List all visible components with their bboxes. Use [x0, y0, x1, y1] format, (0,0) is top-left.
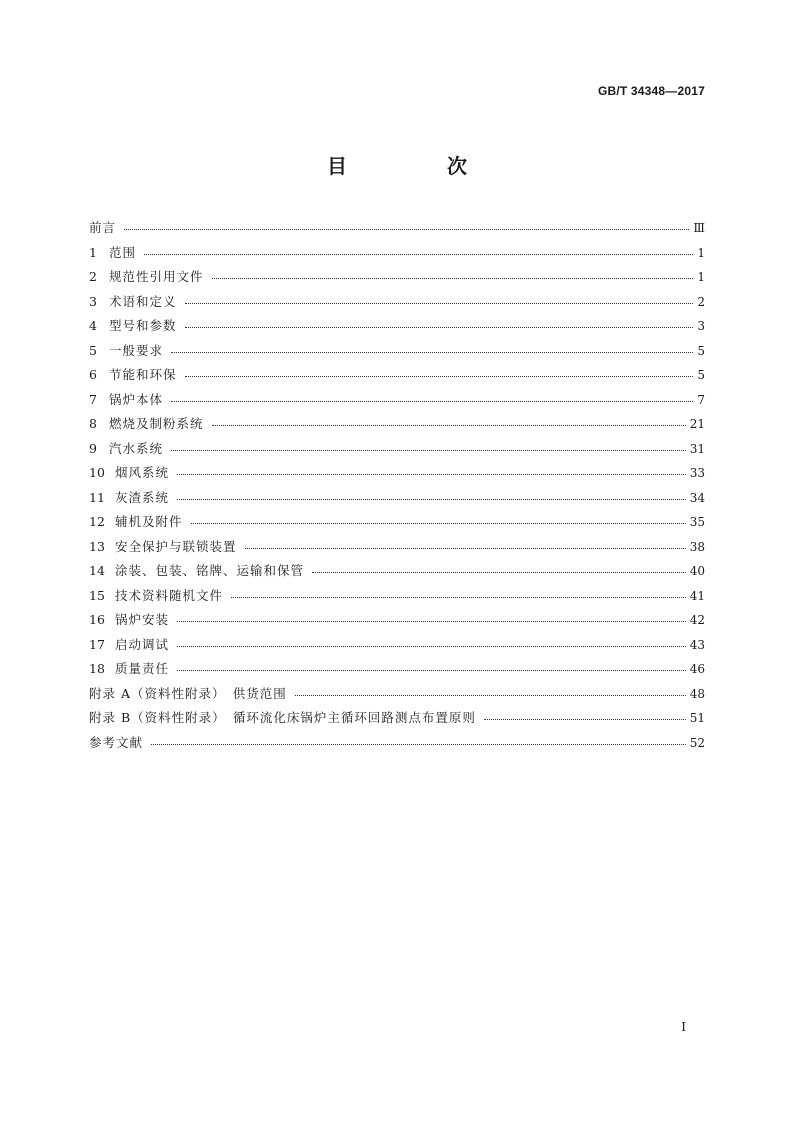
toc-entry-label: 前言 [89, 220, 117, 235]
toc-entry-page: 5 [697, 343, 705, 358]
toc-entry[interactable] [89, 510, 705, 535]
dot-leader [212, 424, 686, 426]
toc-entry-number: 14 [89, 563, 105, 578]
toc-entry[interactable] [89, 559, 705, 584]
toc-entry-number: 10 [89, 465, 105, 480]
toc-entry[interactable] [89, 461, 705, 486]
dot-leader [295, 694, 686, 696]
toc-entry-label: 节能和环保 [109, 367, 177, 382]
dot-leader [185, 302, 694, 304]
toc-entry-page: 7 [697, 392, 705, 407]
toc-entry[interactable] [89, 486, 705, 511]
toc-entry[interactable] [89, 314, 705, 339]
toc-entry-page: 1 [697, 245, 705, 260]
toc-entry-page: Ⅲ [693, 221, 705, 235]
toc-entry-page: 41 [689, 588, 705, 603]
toc-entry-page: 40 [689, 564, 705, 578]
toc-entry[interactable] [89, 388, 705, 413]
toc-entry-page: 46 [689, 662, 705, 676]
toc-entry-label: 术语和定义 [109, 293, 177, 309]
toc-entry-number: 16 [89, 612, 105, 627]
toc-entry[interactable] [89, 241, 705, 266]
toc-entry-label: 参考文献 [89, 734, 144, 750]
toc-entry[interactable] [89, 731, 705, 756]
table-of-contents [89, 216, 705, 755]
toc-entry-number: 13 [89, 538, 105, 554]
toc-entry[interactable] [89, 363, 705, 388]
toc-entry-number: 18 [89, 661, 105, 676]
toc-entry[interactable] [89, 535, 705, 560]
toc-entry-label: 安全保护与联锁装置 [115, 538, 237, 554]
toc-entry-label: 规范性引用文件 [109, 269, 204, 284]
dot-leader [484, 718, 686, 720]
dot-leader [185, 326, 694, 328]
toc-entry-label: 燃烧及制粉系统 [109, 416, 204, 431]
toc-entry-page: 21 [689, 417, 705, 431]
dot-leader [144, 253, 693, 255]
toc-entry-number: 11 [89, 489, 105, 505]
dot-leader [177, 498, 686, 500]
dot-leader [177, 669, 686, 671]
dot-leader [245, 547, 686, 549]
toc-entry-label: 启动调试 [115, 636, 170, 652]
dot-leader [124, 228, 689, 230]
toc-entry-number: 1 [89, 244, 97, 260]
toc-entry-number: 7 [89, 391, 97, 407]
toc-entry-number: 6 [89, 367, 97, 382]
dot-leader [231, 596, 686, 598]
dot-leader [177, 473, 686, 475]
toc-entry-page: 38 [689, 539, 705, 554]
toc-entry-number: 2 [89, 269, 97, 284]
toc-entry-page: 51 [689, 711, 705, 725]
toc-entry-page: 33 [689, 466, 705, 480]
toc-entry-page: 43 [689, 637, 705, 652]
toc-entry[interactable] [89, 608, 705, 633]
toc-entry-page: 3 [697, 319, 705, 333]
dot-leader [312, 571, 686, 573]
page-number: I [681, 1020, 686, 1034]
dot-leader [151, 743, 686, 745]
toc-entry-label: 型号和参数 [109, 318, 177, 333]
toc-entry-label: 汽水系统 [109, 440, 164, 456]
toc-entry-page: 5 [697, 368, 705, 382]
toc-entry[interactable] [89, 216, 705, 241]
toc-entry-page: 31 [689, 441, 705, 456]
toc-entry[interactable] [89, 706, 705, 731]
toc-entry-label: 涂装、包装、铭牌、运输和保管 [115, 563, 305, 578]
toc-entry-page: 52 [689, 735, 705, 750]
toc-entry-page: 42 [689, 613, 705, 627]
toc-entry-label: 锅炉安装 [115, 612, 170, 627]
toc-entry[interactable] [89, 412, 705, 437]
toc-entry-page: 48 [689, 686, 705, 701]
toc-entry[interactable] [89, 437, 705, 462]
dot-leader [177, 645, 686, 647]
toc-entry-page: 34 [689, 490, 705, 505]
toc-entry-page: 1 [697, 270, 705, 284]
toc-entry-number: 9 [89, 440, 97, 456]
toc-entry-label: 锅炉本体 [109, 391, 164, 407]
toc-entry[interactable] [89, 584, 705, 609]
page-title: 目 次 [327, 154, 507, 178]
standard-code: GB/T 34348—2017 [597, 84, 705, 98]
dot-leader [171, 351, 693, 353]
toc-entry-number: 17 [89, 636, 105, 652]
toc-entry-number: 4 [89, 318, 97, 333]
dot-leader [212, 277, 694, 279]
toc-entry-label: 附录 A（资料性附录） 供货范围 [89, 685, 287, 701]
toc-entry[interactable] [89, 265, 705, 290]
toc-entry[interactable] [89, 682, 705, 707]
toc-entry-number: 8 [89, 416, 97, 431]
toc-entry-label: 辅机及附件 [115, 514, 183, 529]
toc-entry-label: 灰渣系统 [115, 489, 170, 505]
dot-leader [171, 449, 686, 451]
toc-entry[interactable] [89, 657, 705, 682]
toc-entry[interactable] [89, 339, 705, 364]
toc-entry-label: 一般要求 [109, 342, 164, 358]
toc-entry-label: 技术资料随机文件 [115, 587, 224, 603]
toc-entry-page: 35 [689, 515, 705, 529]
toc-entry-label: 烟风系统 [115, 465, 170, 480]
dot-leader [177, 620, 686, 622]
toc-entry-label: 范围 [109, 244, 137, 260]
toc-entry[interactable] [89, 633, 705, 658]
toc-entry-number: 15 [89, 587, 105, 603]
toc-entry-number: 5 [89, 342, 97, 358]
dot-leader [171, 400, 693, 402]
toc-entry-number: 3 [89, 293, 97, 309]
dot-leader [185, 375, 694, 377]
toc-entry-number: 12 [89, 514, 105, 529]
toc-entry-label: 质量责任 [115, 661, 170, 676]
dot-leader [191, 522, 686, 524]
toc-entry-page: 2 [697, 294, 705, 309]
toc-entry-label: 附录 B（资料性附录） 循环流化床锅炉主循环回路测点布置原则 [89, 710, 476, 725]
toc-entry[interactable] [89, 290, 705, 315]
